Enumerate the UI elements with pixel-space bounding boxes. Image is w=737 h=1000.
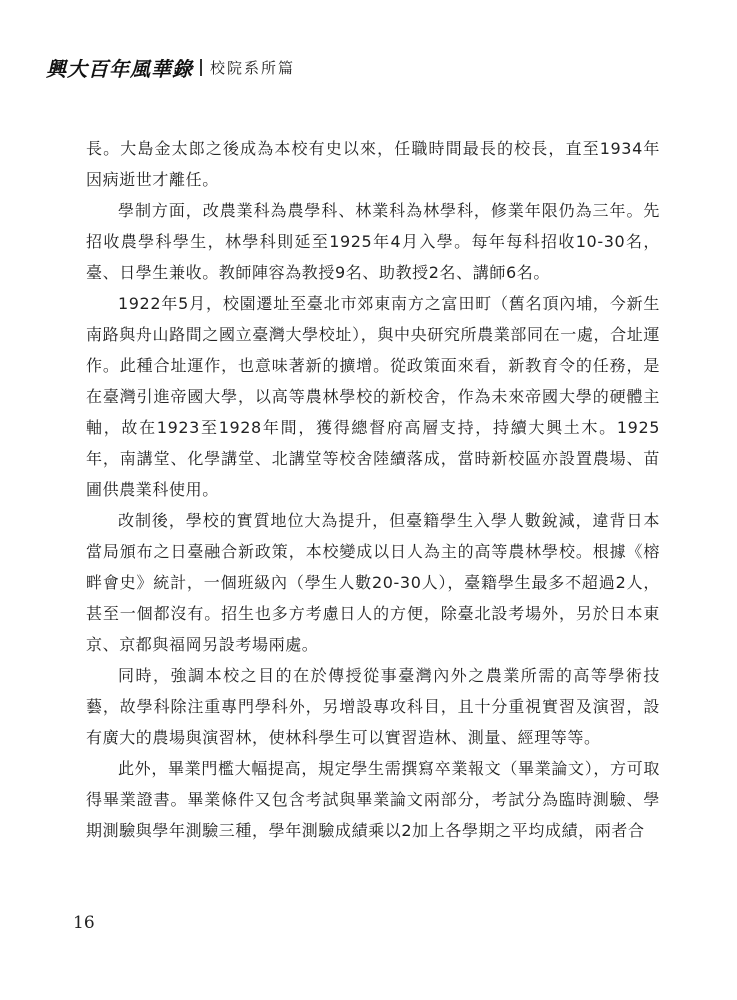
paragraph: 此外，畢業門檻大幅提高，規定學生需撰寫卒業報文（畢業論文），方可取得畢業證書。畢業條件又包含考試與畢業論文兩部分，考試分為臨時測驗、學期測驗與學年測驗三種，學年測驗成績乘以2加上各學期之平均成績，兩者合	[86, 759, 660, 840]
paragraph: 同時，強調本校之目的在於傳授從事臺灣內外之農業所需的高等學術技藝，故學科除注重專門學科外，另增設專攻科目，且十分重視實習及演習，設有廣大的農場與演習林，使林科學生可以實習造林、測量、經理等等。	[86, 666, 660, 747]
paragraph: 改制後，學校的實質地位大為提升，但臺籍學生入學人數銳減，違背日本當局頒布之日臺融合新政策，本校變成以日人為主的高等農林學校。根據《榕畔會史》統計，一個班級內（學生人數20-30人），臺籍學生最多不超過2人，甚至一個都沒有。招生也多方考慮日人的方便，除臺北設考場外，另於日本東京、京都與福岡另設考場兩處。	[86, 511, 660, 654]
paragraph-continuation: 長。大島金太郎之後成為本校有史以來，任職時間最長的校長，直至1934年因病逝世才離任。	[86, 139, 660, 189]
header-separator	[200, 59, 202, 76]
paragraph: 1922年5月，校園遷址至臺北市郊東南方之富田町（舊名頂內埔，今新生南路與舟山路間之國立臺灣大學校址），與中央研究所農業部同在一處，合址運作。此種合址運作，也意味著新的擴增。從政策面來看，新教育令的任務，是在臺灣引進帝國大學，以高等農林學校的新校舍，作為未來帝國大學的硬體主軸，故在1923至1928年間，獲得總督府高層支持，持續大興土木。1925年，南講堂、化學講堂、北講堂等校舍陸續落成，當時新校區亦設置農場、苗圃供農業科使用。	[86, 294, 660, 499]
body-text	[86, 133, 660, 846]
paragraph: 學制方面，改農業科為農學科、林業科為林學科，修業年限仍為三年。先招收農學科學生，林學科則延至1925年4月入學。每年每科招收10-30名，臺、日學生兼收。教師陣容為教授9名、助教授2名、講師6名。	[86, 201, 660, 282]
running-header	[46, 52, 295, 82]
section-title: 校院系所篇	[210, 58, 296, 77]
series-title: 興大百年風華錄	[46, 56, 193, 81]
page-number: 16	[73, 913, 95, 933]
